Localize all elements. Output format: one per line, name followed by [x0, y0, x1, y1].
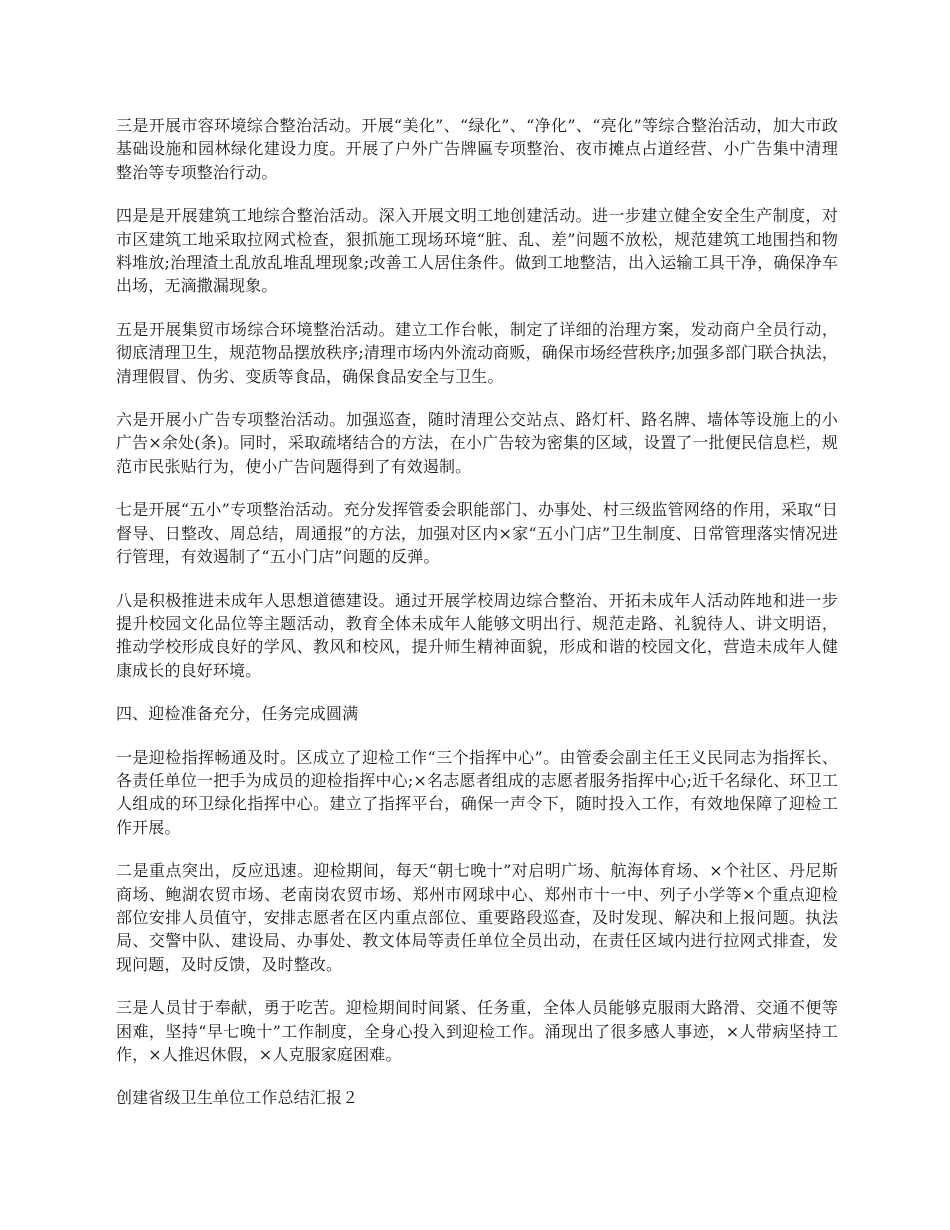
paragraph-minors-moral: 八是积极推进未成年人思想道德建设。通过开展学校周边综合整治、开拓未成年人活动阵地和进一步提升校园文化品位等主题活动，教育全体未成年人能够文明出行、规范走路、礼貌待人、讲文明语，推动学校形成良好的学风、教风和校风，提升师生精神面貌，形成和谐的校园文化，营造未成年人健康成长的良好环境。: [116, 590, 838, 680]
paragraph-command-centers: 一是迎检指挥畅通及时。区成立了迎检工作“三个指挥中心”。由管委会副主任王义民同志为指挥长、各责任单位一把手为成员的迎检指挥中心;×名志愿者组成的志愿者服务指挥中心;近千名绿化、环卫工人组成的环卫绿化指挥中心。建立了指挥平台，确保一声令下，随时投入工作，有效地保障了迎检工作开展。: [116, 747, 838, 837]
document-next-title: 创建省级卫生单位工作总结汇报２: [116, 1088, 359, 1108]
paragraph-dedication: 三是人员甘于奉献，勇于吃苦。迎检期间时间紧、任务重，全体人员能够克服雨大路滑、交通不便等困难，坚持“早七晚十”工作制度，全身心投入到迎检工作。涌现出了很多感人事迹，×人带病坚持工作，×人推迟休假，×人克服家庭困难。: [116, 998, 838, 1064]
paragraph-small-ads: 六是开展小广告专项整治活动。加强巡查，随时清理公交站点、路灯杆、路名牌、墙体等设施上的小广告×余处(条)。同时，采取疏堵结合的方法，在小广告较为密集的区域，设置了一批便民信息栏，规范市民张贴行为，使小广告问题得到了有效遏制。: [116, 410, 838, 476]
paragraph-trade-markets: 五是开展集贸市场综合环境整治活动。建立工作台帐，制定了详细的治理方案，发动商户全员行动，彻底清理卫生，规范物品摆放秩序;清理市场内外流动商贩，确保市场经营秩序;加强多部门联合执法，清理假冒、伪劣、变质等食品，确保食品安全与卫生。: [116, 319, 838, 386]
paragraph-market-appearance: 三是开展市容环境综合整治活动。开展“美化”、“绿化”、“净化”、“亮化”等综合整治活动，加大市政基础设施和园林绿化建设力度。开展了户外广告牌匾专项整治、夜市摊点占道经营、小广告集中清理整治等专项整治行动。: [116, 116, 838, 182]
paragraph-key-points: 二是重点突出，反应迅速。迎检期间，每天“朝七晚十”对启明广场、航海体育场、×个社区、丹尼斯商场、鲍湖农贸市场、老南岗农贸市场、郑州市网球中心、郑州市十一中、列子小学等×个重点迎检部位安排人员值守，安排志愿者在区内重点部位、重要路段巡查，及时发现、解决和上报问题。执法局、交警中队、建设局、办事处、教文体局等责任单位全员出动，在责任区域内进行拉网式排查，发现问题，及时反馈，及时整改。: [116, 861, 838, 974]
section-heading-inspection: 四、迎检准备充分，任务完成圆满: [116, 704, 359, 724]
paragraph-five-small: 七是开展“五小”专项整治活动。充分发挥管委会职能部门、办事处、村三级监管网络的作用，采取“日督导、日整改、周总结，周通报”的方法，加强对区内×家“五小门店”卫生制度、日常管理落实情况进行管理，有效遏制了“五小门店”问题的反弹。: [116, 500, 838, 567]
paragraph-construction-sites: 四是是开展建筑工地综合整治活动。深入开展文明工地创建活动。进一步建立健全安全生产制度，对市区建筑工地采取拉网式检查，狠抓施工现场环境“脏、乱、差”问题不放松，规范建筑工地围挡和物料堆放;治理渣土乱放乱堆乱埋现象;改善工人居住条件。做到工地整洁，出入运输工具干净，确保净车出场，无滴撒漏现象。: [116, 206, 838, 296]
document-body: [116, 114, 838, 1130]
